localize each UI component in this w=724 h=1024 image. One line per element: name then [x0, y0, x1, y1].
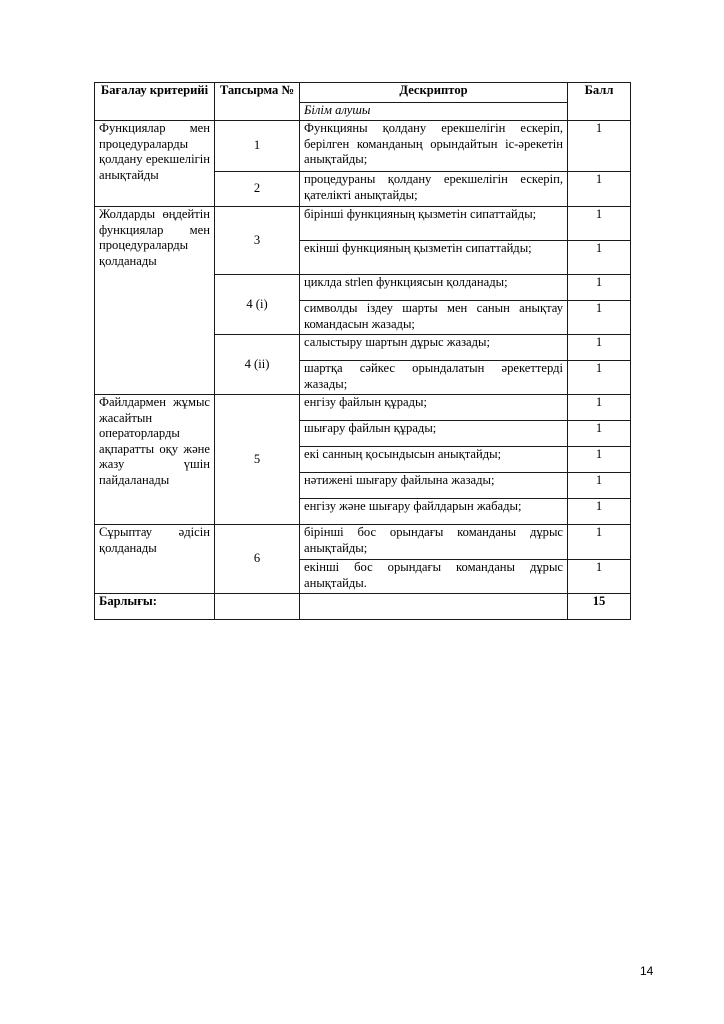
criterion-cell: Сұрыптау әдісін қолданады — [95, 525, 215, 594]
total-label: Барлығы: — [95, 594, 215, 620]
descriptor-score: 1 — [568, 560, 631, 594]
header-descriptor: Дескриптор — [300, 83, 568, 103]
descriptor-text: екінші бос орындағы команданы дұрыс анықтайды. — [300, 560, 568, 594]
descriptor-text: бірінші бос орындағы команданы дұрыс анықтайды; — [300, 525, 568, 560]
descriptor-text: енгізу және шығару файлдарын жабады; — [300, 499, 568, 525]
task-number: 3 — [215, 207, 300, 275]
task-number: 2 — [215, 172, 300, 207]
descriptor-text: екі санның қосындысын анықтайды; — [300, 447, 568, 473]
descriptor-text: енгізу файлын құрады; — [300, 395, 568, 421]
descriptor-text: шартқа сәйкес орындалатын әрекеттерді жазады; — [300, 361, 568, 395]
criterion-cell: Файлдармен жұмыс жасайтын операторларды ақпаратты оқу және жазу үшін пайдаланады — [95, 395, 215, 525]
header-score: Балл — [568, 83, 631, 121]
descriptor-text: нәтижені шығару файлына жазады; — [300, 473, 568, 499]
total-empty-cell — [300, 594, 568, 620]
assessment-table — [94, 82, 631, 620]
descriptor-score: 1 — [568, 121, 631, 172]
descriptor-text: циклда strlen функциясын қолданады; — [300, 275, 568, 301]
task-number: 6 — [215, 525, 300, 594]
descriptor-text: Функцияны қолдану ерекшелігін ескеріп, берілген команданың орындайтын іс-әрекетін анықтайды; — [300, 121, 568, 172]
rubric-table — [94, 82, 631, 620]
descriptor-score: 1 — [568, 335, 631, 361]
criterion-cell: Жолдарды өңдейтін функциялар мен процедураларды қолданады — [95, 207, 215, 395]
task-number: 1 — [215, 121, 300, 172]
descriptor-score: 1 — [568, 361, 631, 395]
total-empty-cell — [215, 594, 300, 620]
descriptor-text: символды іздеу шарты мен санын анықтау командасын жазады; — [300, 301, 568, 335]
descriptor-text: бірінші функцияның қызметін сипаттайды; — [300, 207, 568, 241]
task-number: 4 (i) — [215, 275, 300, 335]
criterion-cell: Функциялар мен процедураларды қолдану ерекшелігін анықтайды — [95, 121, 215, 207]
descriptor-score: 1 — [568, 473, 631, 499]
descriptor-score: 1 — [568, 275, 631, 301]
descriptor-score: 1 — [568, 525, 631, 560]
page-number: 14 — [640, 964, 654, 978]
header-task: Тапсырма № — [215, 83, 300, 121]
descriptor-score: 1 — [568, 421, 631, 447]
descriptor-score: 1 — [568, 207, 631, 241]
header-descriptor-sub: Білім алушы — [300, 103, 568, 121]
task-number: 5 — [215, 395, 300, 525]
descriptor-text: процедураны қолдану ерекшелігін ескеріп, қателікті анықтайды; — [300, 172, 568, 207]
descriptor-text: екінші функцияның қызметін сипаттайды; — [300, 241, 568, 275]
descriptor-score: 1 — [568, 499, 631, 525]
task-number: 4 (ii) — [215, 335, 300, 395]
descriptor-score: 1 — [568, 172, 631, 207]
descriptor-score: 1 — [568, 447, 631, 473]
descriptor-text: салыстыру шартын дұрыс жазады; — [300, 335, 568, 361]
descriptor-score: 1 — [568, 241, 631, 275]
descriptor-text: шығару файлын құрады; — [300, 421, 568, 447]
descriptor-score: 1 — [568, 395, 631, 421]
total-value: 15 — [568, 594, 631, 620]
descriptor-score: 1 — [568, 301, 631, 335]
header-criteria: Бағалау критерийі — [95, 83, 215, 121]
